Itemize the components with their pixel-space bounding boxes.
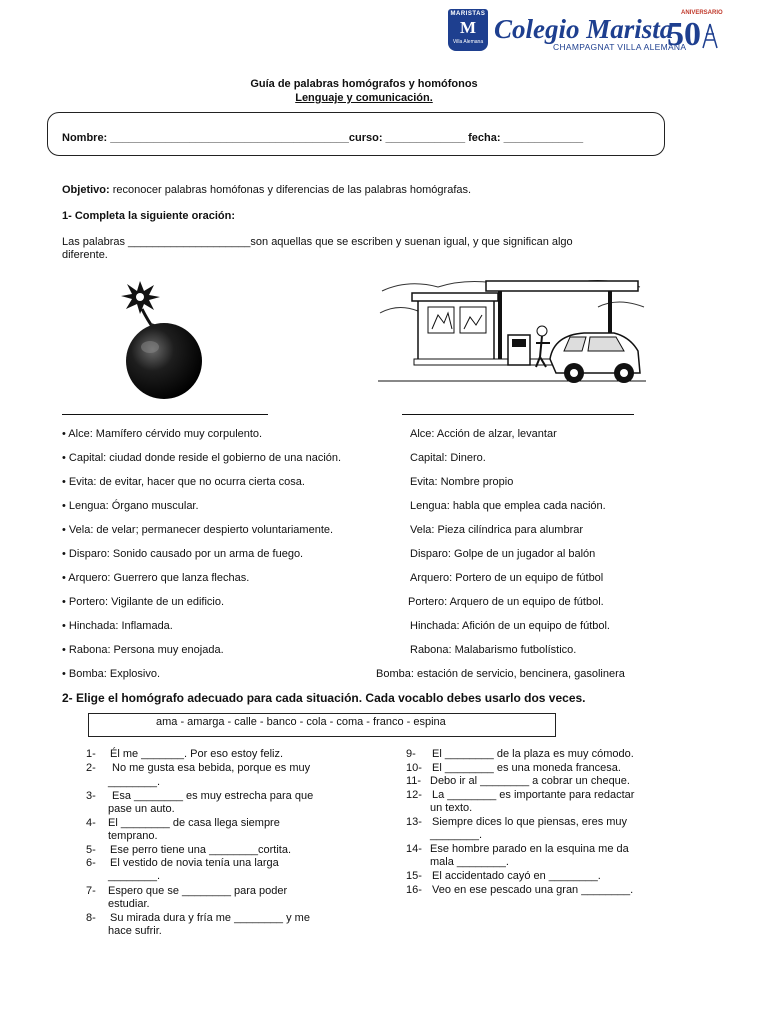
exercise-number: 6-	[86, 857, 96, 869]
anniversary-tower-icon	[700, 22, 720, 50]
objective	[62, 184, 471, 196]
def-right-5: Disparo: Golpe de un jugador al balón	[410, 548, 596, 560]
shield-top-text: MARISTAS	[450, 11, 486, 17]
exercise-text: Ese perro tiene una ________cortita.	[110, 844, 292, 856]
section1-heading: 1- Completa la siguiente oración:	[62, 210, 235, 222]
def-left-7: • Portero: Vigilante de un edificio.	[62, 596, 225, 608]
spark-icon	[121, 281, 160, 314]
anniversary-arc-text: ANIVERSARIO	[681, 10, 723, 16]
exercise-number: 4-	[86, 817, 96, 829]
exercise-text: La ________ es importante para redactar	[432, 789, 635, 801]
exercise-number: 1-	[86, 748, 96, 760]
def-left-2: • Evita: de evitar, hacer que no ocurra cierta cosa.	[62, 476, 305, 488]
exercise-number: 10-	[406, 762, 422, 774]
def-right-10: Bomba: estación de servicio, bencinera, gasolinera	[376, 668, 625, 680]
exercise-continuation: pase un auto.	[108, 803, 175, 815]
page-title: Guía de palabras homógrafos y homófonos	[250, 78, 478, 90]
exercise-text: Espero que se ________ para poder	[108, 885, 288, 897]
exercise-number: 14-	[406, 843, 422, 855]
anniversary-number: 50	[667, 16, 701, 53]
def-right-8: Hinchada: Afición de un equipo de fútbol.	[410, 620, 610, 632]
def-left-5: • Disparo: Sonido causado por un arma de fuego.	[62, 548, 304, 560]
exercise-number: 11-	[406, 775, 422, 787]
exercise-text: Veo en ese pescado una gran ________.	[432, 884, 634, 896]
bomb-illustration	[118, 279, 210, 401]
exercise-text: Siempre dices lo que piensas, eres muy	[432, 816, 628, 828]
def-right-9: Rabona: Malabarismo futbolístico.	[410, 644, 577, 656]
shield-monogram: M	[459, 18, 477, 37]
school-subtitle: CHAMPAGNAT VILLA ALEMANA	[553, 42, 687, 52]
exercise-continuation: un texto.	[430, 802, 473, 814]
def-left-3: • Lengua: Órgano muscular.	[62, 500, 199, 512]
def-left-4: • Vela: de velar; permanecer despierto voluntariamente.	[62, 524, 334, 536]
exercise-number: 12-	[406, 789, 422, 801]
def-left-0: • Alce: Mamífero cérvido muy corpulento.	[62, 428, 263, 440]
section1-sentence-line1: Las palabras ____________________son aquellas que se escriben y suenan igual, y que significan algo	[62, 236, 573, 248]
exercise-text: Él me _______. Por eso estoy feliz.	[110, 748, 284, 760]
exercise-continuation: estudiar.	[108, 898, 150, 910]
exercise-continuation: temprano.	[108, 830, 158, 842]
exercise-text: No me gusta esa bebida, porque es muy	[112, 762, 311, 774]
exercise-text: El ________ es una moneda francesa.	[432, 762, 621, 774]
school-name: Colegio Marista	[494, 14, 674, 44]
exercise-continuation: ________.	[430, 829, 482, 841]
objective-text: reconocer palabras homófonas y diferencias de las palabras homógrafas.	[112, 184, 472, 196]
exercise-number: 5-	[86, 844, 96, 856]
exercise-number: 9-	[406, 748, 416, 760]
exercise-continuation: mala ________.	[430, 856, 509, 868]
def-left-9: • Rabona: Persona muy enojada.	[62, 644, 224, 656]
exercise-number: 7-	[86, 885, 96, 897]
exercise-text: Su mirada dura y fría me ________ y me	[110, 912, 310, 924]
def-right-3: Lengua: habla que emplea cada nación.	[410, 500, 606, 512]
gas-station-illustration	[378, 273, 646, 389]
student-info-line: Nombre: _______________________________________curso: _____________ fecha: _____________	[62, 132, 584, 144]
page-subtitle: Lenguaje y comunicación.	[295, 92, 433, 104]
def-right-0: Alce: Acción de alzar, levantar	[410, 428, 557, 440]
exercise-text: El accidentado cayó en ________.	[432, 870, 601, 882]
exercise-continuation: ________.	[108, 776, 160, 788]
exercise-text: Esa ________ es muy estrecha para que	[112, 790, 314, 802]
def-right-1: Capital: Dinero.	[410, 452, 486, 464]
def-right-7: Portero: Arquero de un equipo de fútbol.	[408, 596, 604, 608]
exercise-number: 15-	[406, 870, 422, 882]
exercise-text: El ________ de la plaza es muy cómodo.	[432, 748, 634, 760]
def-left-6: • Arquero: Guerrero que lanza flechas.	[62, 572, 250, 584]
exercise-text: El vestido de novia tenía una larga	[110, 857, 279, 869]
exercise-continuation: ________.	[108, 870, 160, 882]
school-shield-logo	[448, 9, 488, 51]
word-bank: ama - amarga - calle - banco - cola - coma - franco - espina	[156, 716, 446, 728]
def-left-8: • Hinchada: Inflamada.	[62, 620, 173, 632]
bomb-answer-line[interactable]	[62, 414, 268, 415]
section2-heading: 2- Elige el homógrafo adecuado para cada situación. Cada vocablo debes usarlo dos veces.	[62, 691, 586, 705]
def-right-6: Arquero: Portero de un equipo de fútbol	[410, 572, 604, 584]
exercise-number: 3-	[86, 790, 96, 802]
exercise-number: 13-	[406, 816, 422, 828]
exercise-continuation: hace sufrir.	[108, 925, 162, 937]
exercise-number: 2-	[86, 762, 96, 774]
def-right-4: Vela: Pieza cilíndrica para alumbrar	[410, 524, 584, 536]
def-left-10: • Bomba: Explosivo.	[62, 668, 161, 680]
exercise-text: Ese hombre parado en la esquina me da	[430, 843, 629, 855]
gas-station-answer-line[interactable]	[402, 414, 634, 415]
def-right-2: Evita: Nombre propio	[410, 476, 514, 488]
objective-label: Objetivo:	[62, 184, 110, 196]
exercise-text: Debo ir al ________ a cobrar un cheque.	[430, 775, 630, 787]
section1-sentence-line2: diferente.	[62, 249, 108, 261]
exercise-text: El ________ de casa llega siempre	[108, 817, 280, 829]
def-left-1: • Capital: ciudad donde reside el gobierno de una nación.	[62, 452, 342, 464]
shield-sub-text: Villa Alemana	[452, 39, 484, 45]
exercise-number: 16-	[406, 884, 422, 896]
exercise-number: 8-	[86, 912, 96, 924]
